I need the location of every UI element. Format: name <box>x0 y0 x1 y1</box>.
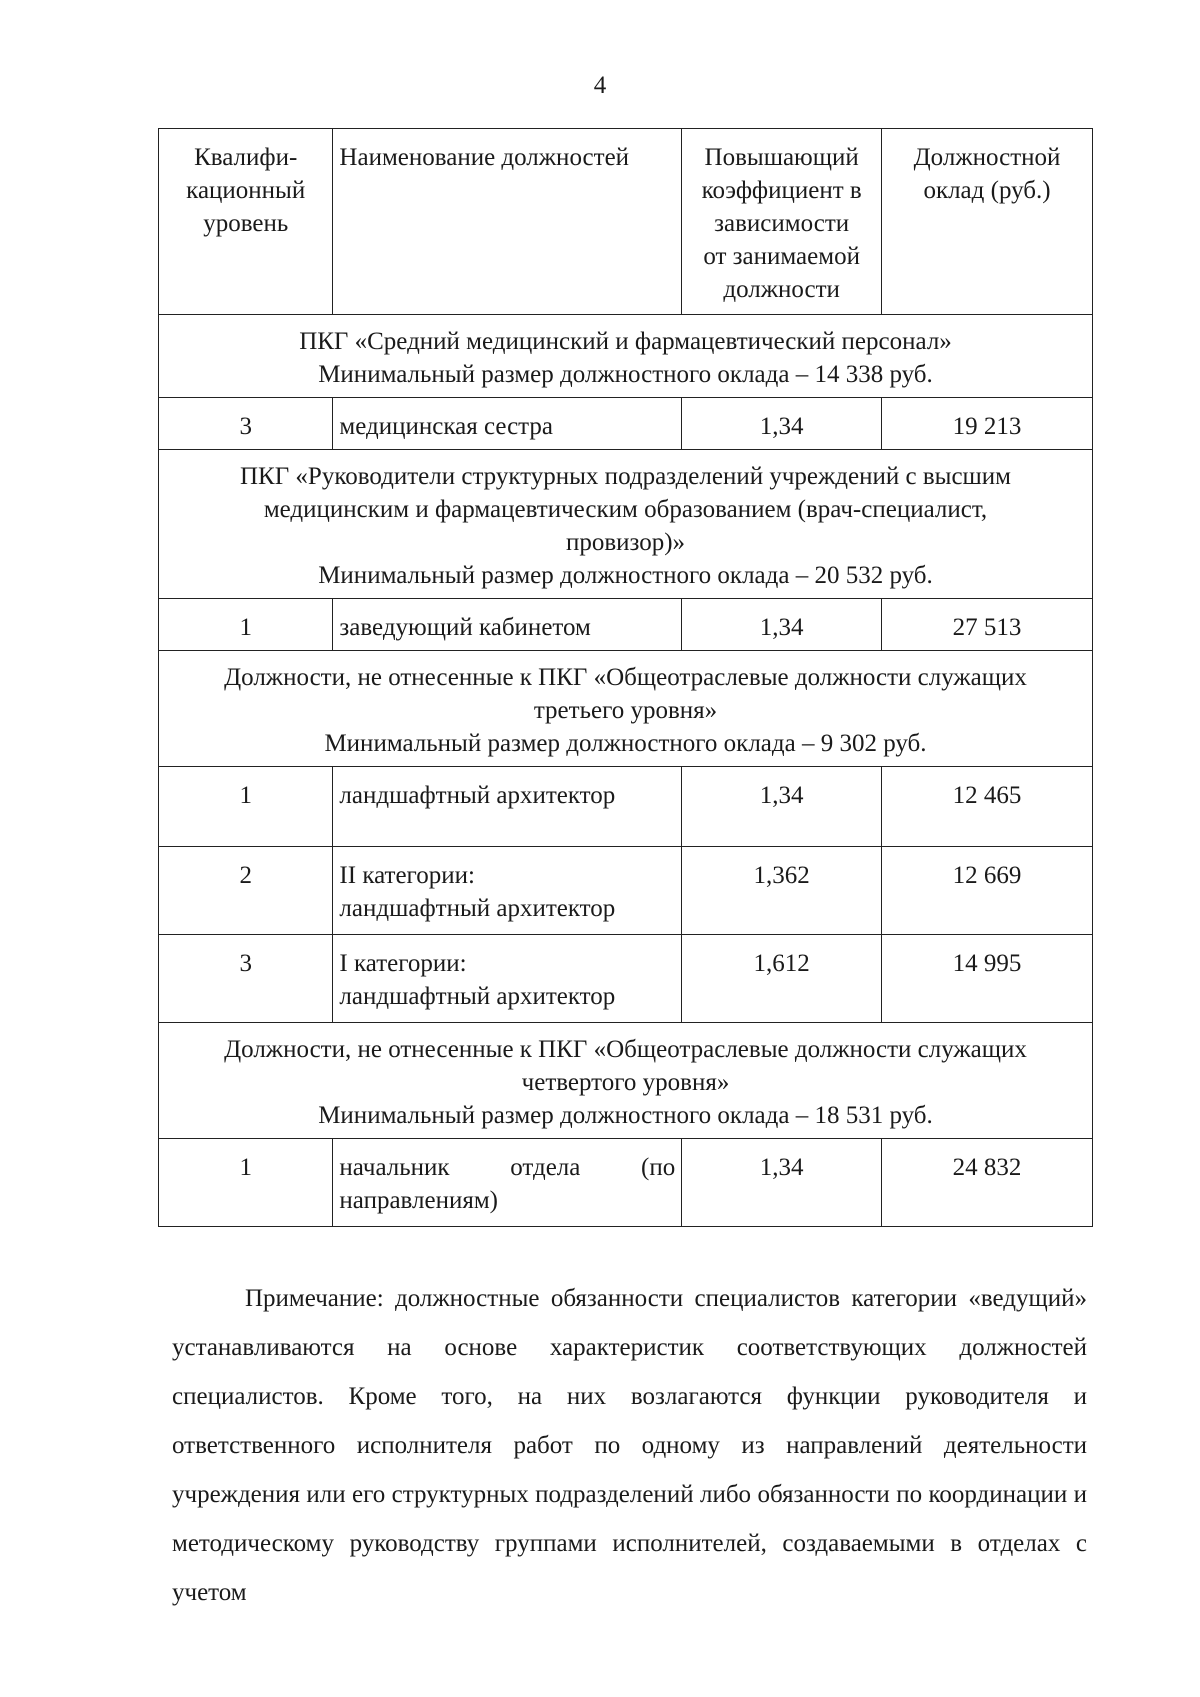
cell-level: 3 <box>159 398 333 450</box>
header-salary: Должностной оклад (руб.) <box>882 129 1093 315</box>
cell-level: 1 <box>159 1139 333 1227</box>
group-title-line: провизор)» <box>565 529 686 556</box>
salary-table <box>158 128 1093 1227</box>
group-title-line: Минимальный размер должностного оклада – 18 531 руб. <box>318 1102 933 1129</box>
cell-position: II категории: ландшафтный архитектор <box>333 847 682 935</box>
group-header-row <box>159 450 1093 599</box>
group-title <box>159 651 1093 767</box>
table-row <box>159 599 1093 651</box>
cell-coefficient: 1,34 <box>682 1139 882 1227</box>
table-row <box>159 847 1093 935</box>
group-title <box>159 1023 1093 1139</box>
cell-level: 2 <box>159 847 333 935</box>
group-title-line: третьего уровня» <box>533 697 718 724</box>
table-body <box>159 315 1093 1227</box>
cell-coefficient: 1,34 <box>682 767 882 847</box>
cell-coefficient: 1,34 <box>682 398 882 450</box>
page-number: 4 <box>593 72 607 99</box>
table-row <box>159 398 1093 450</box>
cell-level: 3 <box>159 935 333 1023</box>
group-title <box>159 315 1093 398</box>
cell-position: медицинская сестра <box>333 398 682 450</box>
cell-coefficient: 1,362 <box>682 847 882 935</box>
cell-salary: 27 513 <box>882 599 1093 651</box>
group-title-line: Должности, не отнесенные к ПКГ «Общеотраслевые должности служащих <box>224 1036 1027 1063</box>
cell-level: 1 <box>159 599 333 651</box>
group-title-line: ПКГ «Руководители структурных подразделений учреждений с высшим <box>240 463 1011 490</box>
note-paragraph: Примечание: должностные обязанности специалистов категории «ведущий» устанавливаются на основе характеристик соответствующих должностей специалистов. Кроме того, на них возлагаются функции руководителя и ответственного исполнителя работ по одному из направлений деятельности учреждения или его структурных подразделений либо обязанности по координации и методическому руководству группами исполнителей, создаваемыми в отделах с учетом <box>172 1285 1087 1606</box>
group-title-line: Минимальный размер должностного оклада – 20 532 руб. <box>318 562 933 589</box>
cell-salary: 12 669 <box>882 847 1093 935</box>
group-title-line: Минимальный размер должностного оклада – 14 338 руб. <box>318 361 933 388</box>
cell-position: I категории: ландшафтный архитектор <box>333 935 682 1023</box>
cell-salary: 12 465 <box>882 767 1093 847</box>
group-header-row <box>159 651 1093 767</box>
header-position-name: Наименование должностей <box>333 129 682 315</box>
cell-position: начальник отдела (по направлениям) <box>333 1139 682 1227</box>
cell-salary: 14 995 <box>882 935 1093 1023</box>
group-header-row <box>159 1023 1093 1139</box>
group-title-line: ПКГ «Средний медицинский и фармацевтический персонал» <box>299 328 952 355</box>
header-qualification-level: Квалифи- кационный уровень <box>159 129 333 315</box>
cell-position: ландшафтный архитектор <box>333 767 682 847</box>
cell-position: заведующий кабинетом <box>333 599 682 651</box>
table-row <box>159 935 1093 1023</box>
cell-salary: 24 832 <box>882 1139 1093 1227</box>
cell-level: 1 <box>159 767 333 847</box>
group-title-line: четвертого уровня» <box>521 1069 730 1096</box>
group-header-row <box>159 315 1093 398</box>
group-title-line: Минимальный размер должностного оклада – 9 302 руб. <box>324 730 927 757</box>
table-header-row <box>159 129 1093 315</box>
group-title-line: Должности, не отнесенные к ПКГ «Общеотраслевые должности служащих <box>224 664 1027 691</box>
cell-salary: 19 213 <box>882 398 1093 450</box>
table-row <box>159 767 1093 847</box>
group-title <box>159 450 1093 599</box>
cell-coefficient: 1,34 <box>682 599 882 651</box>
header-coefficient: Повышающий коэффициент в зависимости от занимаемой должности <box>682 129 882 315</box>
table-row <box>159 1139 1093 1227</box>
group-title-line: медицинским и фармацевтическим образованием (врач-специалист, <box>263 496 988 523</box>
cell-coefficient: 1,612 <box>682 935 882 1023</box>
